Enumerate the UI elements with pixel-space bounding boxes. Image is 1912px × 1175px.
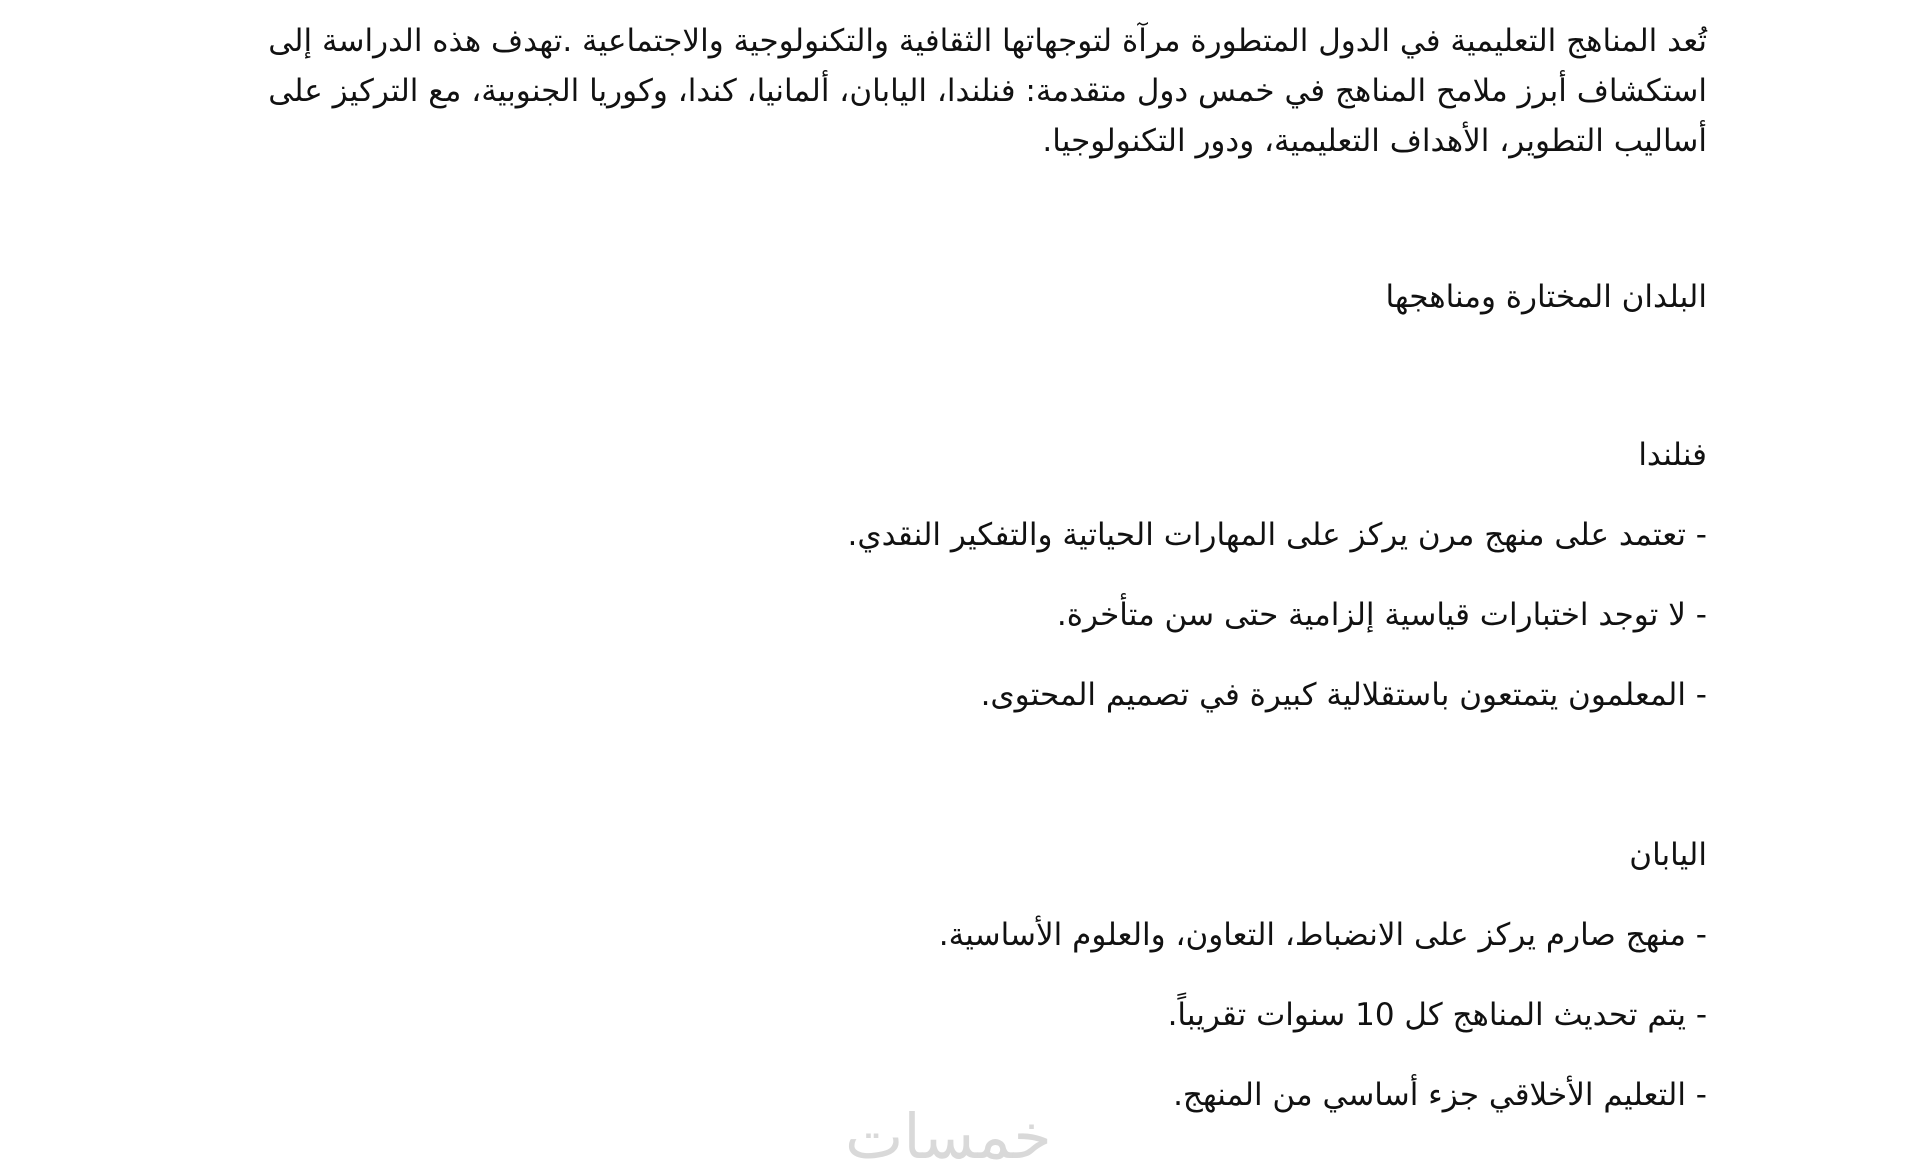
finland-point-1: - تعتمد على منهج مرن يركز على المهارات الحياتية والتفكير النقدي.: [847, 517, 1707, 553]
finland-point-3: - المعلمون يتمتعون باستقلالية كبيرة في تصميم المحتوى.: [980, 677, 1707, 713]
country-heading-finland: فنلندا: [1638, 437, 1707, 473]
document-body: [220, 0, 1707, 1113]
japan-point-3: - التعليم الأخلاقي جزء أساسي من المنهج.: [1173, 1077, 1707, 1113]
japan-point-2: - يتم تحديث المناهج كل 10 سنوات تقريباً.: [1167, 997, 1707, 1033]
japan-point-1: - منهج صارم يركز على الانضباط، التعاون، والعلوم الأساسية.: [938, 917, 1707, 953]
watermark-logo: خمسات: [845, 1100, 1052, 1173]
finland-point-2: - لا توجد اختبارات قياسية إلزامية حتى سن متأخرة.: [1056, 597, 1707, 633]
country-heading-japan: اليابان: [1629, 837, 1707, 873]
intro-paragraph: تُعد المناهج التعليمية في الدول المتطورة مرآة لتوجهاتها الثقافية والتكنولوجية والاجتماعية .تهدف هذه الدراسة إلى استكشاف أبرز ملامح المناهج في خمس دول متقدمة: فنلندا، اليابان، ألمانيا، كندا، وكوريا الجنوبية، مع التركيز على أساليب التطوير، الأهداف التعليمية، ودور التكنولوجيا.: [268, 23, 1707, 159]
section-heading: البلدان المختارة ومناهجها: [1385, 279, 1707, 315]
